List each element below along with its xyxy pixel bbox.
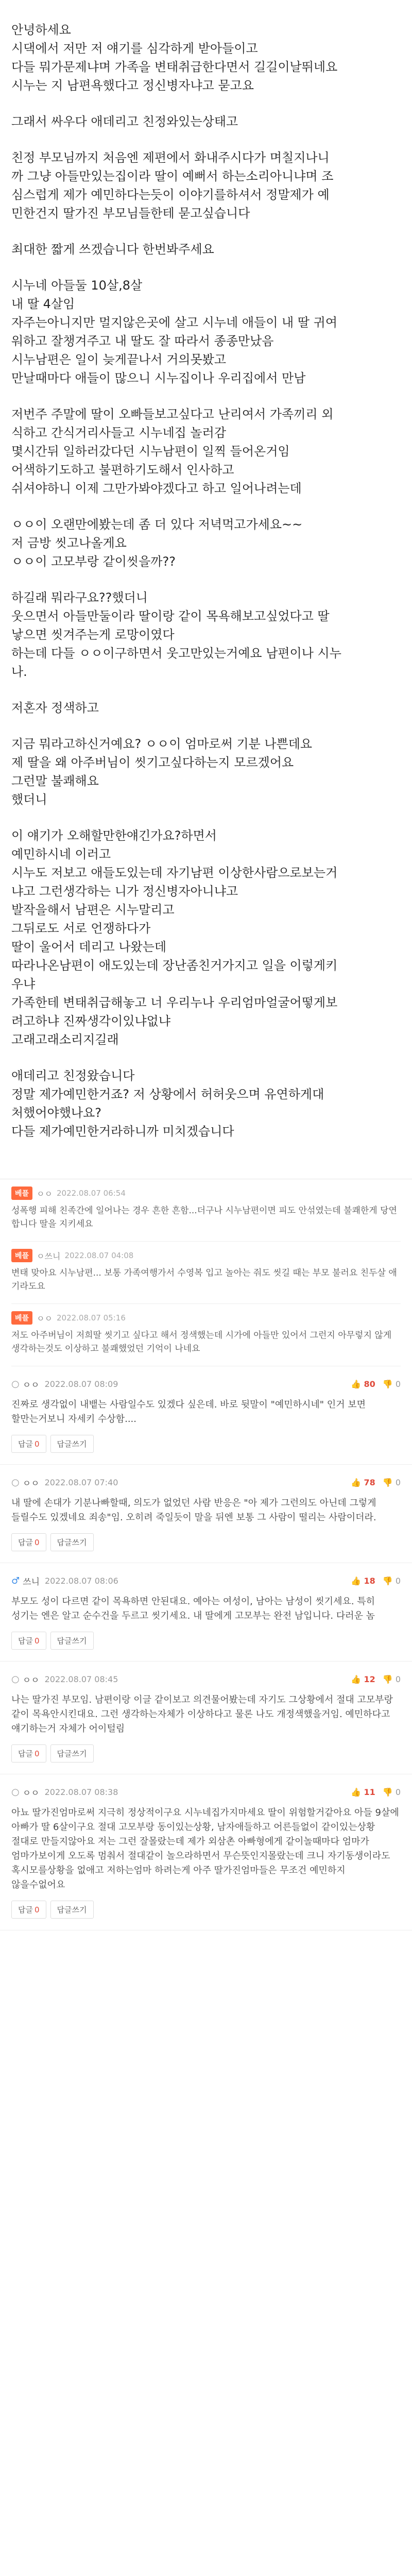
male-icon: ♂ bbox=[11, 1575, 20, 1586]
best-comment-text: 변태 맞아요 시누남편... 보통 가족여행가서 수영복 입고 놀아는 줘도 씻길 때는 부모 불러요 친두살 애기라도요 bbox=[11, 1268, 397, 1292]
upvote-count: 11 bbox=[364, 1787, 375, 1797]
comment-item bbox=[0, 1366, 412, 1465]
comment-item bbox=[0, 1563, 412, 1662]
user-icon: ○ bbox=[11, 1477, 20, 1488]
post-line: 딸이 울어서 데리고 나왔는데 bbox=[11, 940, 167, 954]
comment-item bbox=[0, 1774, 412, 1930]
post-line: 시누도 저보고 애들도있는데 자기남편 이상한사람으로보는거 bbox=[11, 866, 338, 880]
post-line: 시댁에서 저만 저 얘기를 심각하게 받아들이고 bbox=[11, 41, 258, 56]
write-reply-button[interactable] bbox=[50, 1435, 94, 1453]
post-line: 그런말 불쾌해요 bbox=[11, 774, 99, 788]
post-paragraph bbox=[11, 240, 401, 259]
post-line: 낳으면 씻겨주는게 로망이였다 bbox=[11, 628, 175, 642]
reply-button[interactable] bbox=[11, 1435, 46, 1453]
post-paragraph bbox=[11, 735, 401, 809]
upvote-button[interactable]: 👍 18 bbox=[351, 1576, 375, 1586]
post-paragraph bbox=[11, 515, 401, 571]
post-line: 최대한 짧게 쓰겠습니다 한번봐주세요 bbox=[11, 242, 214, 257]
user-icon: ○ bbox=[11, 1674, 20, 1685]
post-line: 했더니 bbox=[11, 792, 47, 807]
comment-actions bbox=[11, 1533, 401, 1551]
post-line: 안녕하세요 bbox=[11, 23, 71, 37]
vote-group bbox=[351, 1674, 401, 1684]
post-line: 지금 뭐라고하신거예요? ㅇㅇ이 엄마로써 기분 나쁜데요 bbox=[11, 737, 313, 751]
best-comment-meta bbox=[11, 1187, 401, 1200]
post-line: 자주는아니지만 멀지않은곳에 살고 시누네 애들이 내 딸 귀여 bbox=[11, 315, 338, 330]
downvote-count: 0 bbox=[395, 1674, 401, 1684]
comment-date: 2022.08.07 06:54 bbox=[56, 1189, 126, 1198]
comment-date: 2022.08.07 07:40 bbox=[44, 1478, 118, 1487]
write-reply-button[interactable] bbox=[50, 1744, 94, 1762]
post-line: 워하고 잘챙겨주고 내 딸도 잘 따라서 종종만났음 bbox=[11, 334, 274, 348]
comment-nickname[interactable]: ㅇ쓰니 bbox=[37, 1251, 61, 1261]
reply-button[interactable] bbox=[11, 1632, 46, 1650]
comment-actions bbox=[11, 1632, 401, 1650]
user-icon: ○ bbox=[11, 1379, 20, 1389]
post-line: 심스럽게 제가 예민하다는듯이 이야기를하셔서 정말제가 예 bbox=[11, 188, 330, 202]
post-paragraph bbox=[11, 699, 401, 717]
post-line: 따라나온남편이 애도있는데 장난좀친거가지고 일을 이렇게키 bbox=[11, 958, 338, 973]
best-comment bbox=[11, 1179, 401, 1242]
post-line: 나. bbox=[11, 665, 27, 679]
post-line: 몇시간뒤 일하러갔다던 시누남편이 일찍 들어온거임 bbox=[11, 444, 290, 459]
reply-count: 0 bbox=[34, 1538, 40, 1547]
write-reply-label: 답글쓰기 bbox=[57, 1905, 87, 1914]
comment-text: 내 딸에 손대가 기분나빠할때, 의도가 없었던 사람 반응은 "아 제가 그런의도 아닌데 그렇게 들릴수도 있겠네요 죄송"임. 오히려 죽일듯이 말을 뒤엔 보통 그 사람이 떨리는 사람이더라. bbox=[11, 1498, 376, 1523]
post-line: 저번주 주말에 딸이 오빠들보고싶다고 난리여서 가족끼리 외 bbox=[11, 407, 334, 421]
post-line: 다들 뭐가문제냐며 가족을 변태취급한다면서 길길이날뛰네요 bbox=[11, 60, 338, 74]
user-icon: ○ bbox=[11, 1787, 20, 1798]
post-line: 까 그냥 아들만있는집이라 딸이 예뻐서 하는소리아니냐며 조 bbox=[11, 169, 334, 183]
best-comment-text: 저도 아주버님이 저희딸 씻기고 싶다고 해서 정색했는데 시가에 아들만 있어서 그런지 아무렇지 않게 생각하는것도 이상하고 불쾌했었던 기억이 나네요 bbox=[11, 1330, 392, 1354]
comment-header bbox=[11, 1476, 401, 1489]
post-line: ㅇㅇ이 고모부랑 같이씻을까?? bbox=[11, 554, 176, 569]
reply-label: 답글 bbox=[18, 1439, 33, 1449]
reply-label: 답글 bbox=[18, 1538, 33, 1547]
post-line: 어색하기도하고 불편하기도해서 인사하고 bbox=[11, 463, 234, 477]
post-paragraph bbox=[11, 112, 401, 131]
post-line: 하길래 뭐라구요??했더니 bbox=[11, 590, 148, 605]
downvote-button[interactable]: 👎 0 bbox=[382, 1576, 401, 1586]
downvote-count: 0 bbox=[395, 1379, 401, 1389]
post-line: 제 딸을 왜 아주버님이 씻기고싶다하는지 모르겠어요 bbox=[11, 755, 294, 770]
comment-date: 2022.08.07 08:09 bbox=[44, 1379, 118, 1389]
downvote-button[interactable]: 👎 0 bbox=[382, 1478, 401, 1487]
upvote-button[interactable]: 👍 12 bbox=[351, 1674, 375, 1684]
post-line: 애데리고 친정왔습니다 bbox=[11, 1069, 135, 1083]
comment-nickname[interactable]: ㅇㅇ bbox=[37, 1189, 53, 1199]
comment-item bbox=[0, 1662, 412, 1774]
vote-group bbox=[351, 1379, 401, 1389]
reply-button[interactable] bbox=[11, 1901, 46, 1919]
write-reply-button[interactable] bbox=[50, 1632, 94, 1650]
comment-nickname[interactable]: ㅇㅇ bbox=[37, 1313, 53, 1324]
post-paragraph bbox=[11, 276, 401, 387]
post-line: 가족한테 변태취급해놓고 너 우리누나 우리엄마얼굴어떻게보 bbox=[11, 995, 338, 1010]
post-line: 쉬셔야하니 이제 그만가봐야겠다고 하고 일어나려는데 bbox=[11, 481, 302, 496]
write-reply-label: 답글쓰기 bbox=[57, 1538, 87, 1547]
post-line: ㅇㅇ이 오랜만에봤는데 좀 더 있다 저녁먹고가세요~~ bbox=[11, 517, 303, 532]
post-line: 정말 제가예민한거죠? 저 상황에서 허허웃으며 유연하게대 bbox=[11, 1087, 324, 1101]
write-reply-label: 답글쓰기 bbox=[57, 1439, 87, 1449]
write-reply-button[interactable] bbox=[50, 1533, 94, 1551]
downvote-button[interactable]: 👎 0 bbox=[382, 1787, 401, 1797]
post-paragraph bbox=[11, 588, 401, 681]
comment-nickname[interactable]: ㅇㅇ bbox=[22, 1675, 40, 1686]
downvote-button[interactable]: 👎 0 bbox=[382, 1674, 401, 1684]
upvote-button[interactable]: 👍 78 bbox=[351, 1478, 375, 1487]
downvote-button[interactable]: 👎 0 bbox=[382, 1379, 401, 1389]
comment-nickname[interactable]: ㅇㅇ bbox=[22, 1788, 40, 1799]
post-line: 려고하냐 진짜생각이있냐없냐 bbox=[11, 1014, 171, 1028]
post-line: 이 얘기가 오해할만한얘긴가요?하면서 bbox=[11, 828, 217, 843]
reply-count: 0 bbox=[34, 1749, 40, 1758]
best-comment bbox=[11, 1304, 401, 1366]
comment-text: 아뇨 딸가진엄마로써 지극히 정상적이구요 시누네집가지마세요 딸이 위험할거같아요 아들 9살에 아빠가 딸 6살이구요 절대 고모부랑 동이있는상황, 남자애들하고 어른들없이 같이있는상황 절대로 만들지않아요 저는 그런 잘몰랐는데 제가 외삼촌 아빠형에게 같이놀때마다 엄마가 엄마가보이게 오도록 멈춰서 절대같이 놀으라하면서 무슨뜻인지몰랐는데 크니 자기동생이라도 혹시모를상황을 없애고 저하는엄마 하려는게 아주 딸가진엄마들은 무조건 예민하지 않을수없어요 bbox=[11, 1807, 399, 1890]
best-comments bbox=[0, 1179, 412, 1366]
post-line: 냐고 그런생각하는 니가 정신병자아니냐고 bbox=[11, 884, 238, 899]
upvote-count: 78 bbox=[364, 1478, 375, 1487]
post-line: 우냐 bbox=[11, 977, 36, 991]
post-line: 시누남편은 일이 늦게끝나서 거의못봤고 bbox=[11, 352, 227, 367]
vote-group bbox=[351, 1787, 401, 1797]
comment-text: 진짜로 생각없이 내뱉는 사람일수도 있겠다 싶은데. 바로 뒷말이 "예민하시네" 인거 보면 할만는거보니 자세키 수상함.... bbox=[11, 1399, 366, 1425]
comment-date: 2022.08.07 08:45 bbox=[44, 1674, 118, 1684]
best-comment bbox=[11, 1242, 401, 1304]
vote-group bbox=[351, 1478, 401, 1487]
best-comment-meta bbox=[11, 1311, 401, 1325]
comment-header bbox=[11, 1786, 401, 1799]
best-comment-meta bbox=[11, 1249, 401, 1262]
downvote-count: 0 bbox=[395, 1576, 401, 1586]
reply-button[interactable] bbox=[11, 1533, 46, 1551]
reply-label: 답글 bbox=[18, 1905, 33, 1914]
comment-nickname[interactable]: ㅇㅇ bbox=[22, 1479, 40, 1489]
post-line: 그래서 싸우다 애데리고 친정와있는상태고 bbox=[11, 114, 238, 129]
post-paragraph bbox=[11, 405, 401, 498]
post-line: 시누는 지 남편욕했다고 정신병자냐고 묻고요 bbox=[11, 78, 254, 93]
post-paragraph bbox=[11, 1066, 401, 1141]
reply-label: 답글 bbox=[18, 1749, 33, 1758]
vote-group bbox=[351, 1576, 401, 1586]
upvote-button[interactable]: 👍 80 bbox=[351, 1379, 375, 1389]
post-line: 처했어야했나요? bbox=[11, 1106, 102, 1120]
write-reply-label: 답글쓰기 bbox=[57, 1749, 87, 1758]
post-line: 저혼자 정색하고 bbox=[11, 701, 99, 715]
comment-date: 2022.08.07 04:08 bbox=[64, 1251, 134, 1260]
post-line: 만날때마다 애들이 많으니 시누집이나 우리집에서 만남 bbox=[11, 371, 306, 385]
post-line: 저 금방 씻고나올게요 bbox=[11, 536, 127, 550]
post-line: 그뒤로도 서로 언쟁하다가 bbox=[11, 921, 151, 936]
post-line: 친정 부모님까지 처음엔 제편에서 화내주시다가 며칠지나니 bbox=[11, 150, 330, 165]
best-badge: 베플 bbox=[11, 1187, 32, 1200]
comment-item bbox=[0, 1465, 412, 1563]
post-line: 민한건지 딸가진 부모님들한테 묻고싶습니다 bbox=[11, 206, 250, 221]
post-body bbox=[0, 0, 412, 1174]
reply-label: 답글 bbox=[18, 1636, 33, 1646]
upvote-count: 12 bbox=[364, 1674, 375, 1684]
post-line: 하는데 다들 ㅇㅇ이구하면서 웃고만있는거예요 남편이나 시누 bbox=[11, 646, 341, 660]
reply-count: 0 bbox=[34, 1905, 40, 1914]
best-badge: 베플 bbox=[11, 1311, 32, 1325]
reply-button[interactable] bbox=[11, 1744, 46, 1762]
comment-date: 2022.08.07 08:38 bbox=[44, 1787, 118, 1797]
post-paragraph bbox=[11, 148, 401, 223]
post-line: 다들 제가예민한거라하니까 미치겠습니다 bbox=[11, 1124, 234, 1139]
comment-actions bbox=[11, 1744, 401, 1762]
post-line: 시누네 아들둘 10살,8살 bbox=[11, 278, 143, 293]
reply-count: 0 bbox=[34, 1439, 40, 1449]
best-badge: 베플 bbox=[11, 1249, 32, 1262]
comment-nickname[interactable]: ㅇㅇ bbox=[22, 1380, 40, 1391]
downvote-count: 0 bbox=[395, 1787, 401, 1797]
comment-actions bbox=[11, 1435, 401, 1453]
comment-header bbox=[11, 1673, 401, 1686]
comment-header bbox=[11, 1574, 401, 1587]
comment-text: 부모도 성이 다르면 같이 목욕하면 안된대요. 예아는 여성이, 남아는 남성이 씻기세요. 특히 성기는 엔은 알고 순수건을 두르고 씻기세요. 내 딸에게 고모부는 완전 남입니다. 다러운 놈 bbox=[11, 1596, 375, 1621]
post-paragraph bbox=[11, 826, 401, 1049]
comment-list bbox=[0, 1366, 412, 1930]
post-line: 고래고래소리지길래 bbox=[11, 1032, 119, 1047]
comment-text: 나는 딸가진 부모임. 남편이랑 이글 같이보고 의견물어봤는데 자기도 그상황에서 절대 고모부랑 같이 목욕안시킨대요. 그런 생각하는자체가 이상하다고 물론 나도 개정색했을거임. 예민하다고 얘기하는거 자체가 어이털림 bbox=[11, 1694, 393, 1734]
post-line: 발작을해서 남편은 시누말리고 bbox=[11, 903, 175, 917]
post-paragraph bbox=[11, 21, 401, 95]
reply-count: 0 bbox=[34, 1636, 40, 1646]
comment-actions bbox=[11, 1901, 401, 1919]
upvote-count: 80 bbox=[364, 1379, 375, 1389]
post-line: 내 딸 4살임 bbox=[11, 297, 75, 311]
downvote-count: 0 bbox=[395, 1478, 401, 1487]
write-reply-label: 답글쓰기 bbox=[57, 1636, 87, 1646]
post-line: 예민하시네 이러고 bbox=[11, 847, 111, 861]
best-comment-text: 성폭행 피해 친족간에 일어나는 경우 흔한 흔함...더구나 시누남편이면 피도 안섞였는데 불쾌한게 당연합니다 딸을 지키세요 bbox=[11, 1206, 397, 1229]
comment-date: 2022.08.07 05:16 bbox=[56, 1313, 126, 1323]
upvote-count: 18 bbox=[364, 1576, 375, 1586]
comment-date: 2022.08.07 08:06 bbox=[45, 1576, 118, 1586]
comment-nickname[interactable]: 쓰니 bbox=[23, 1577, 40, 1587]
post-line: 식하고 간식거리사들고 시누네집 놀러감 bbox=[11, 426, 227, 440]
upvote-button[interactable]: 👍 11 bbox=[351, 1787, 375, 1797]
write-reply-button[interactable] bbox=[50, 1901, 94, 1919]
comment-header bbox=[11, 1378, 401, 1391]
post-line: 웃으면서 아들만둘이라 딸이랑 같이 목욕해보고싶었다고 딸 bbox=[11, 609, 330, 623]
